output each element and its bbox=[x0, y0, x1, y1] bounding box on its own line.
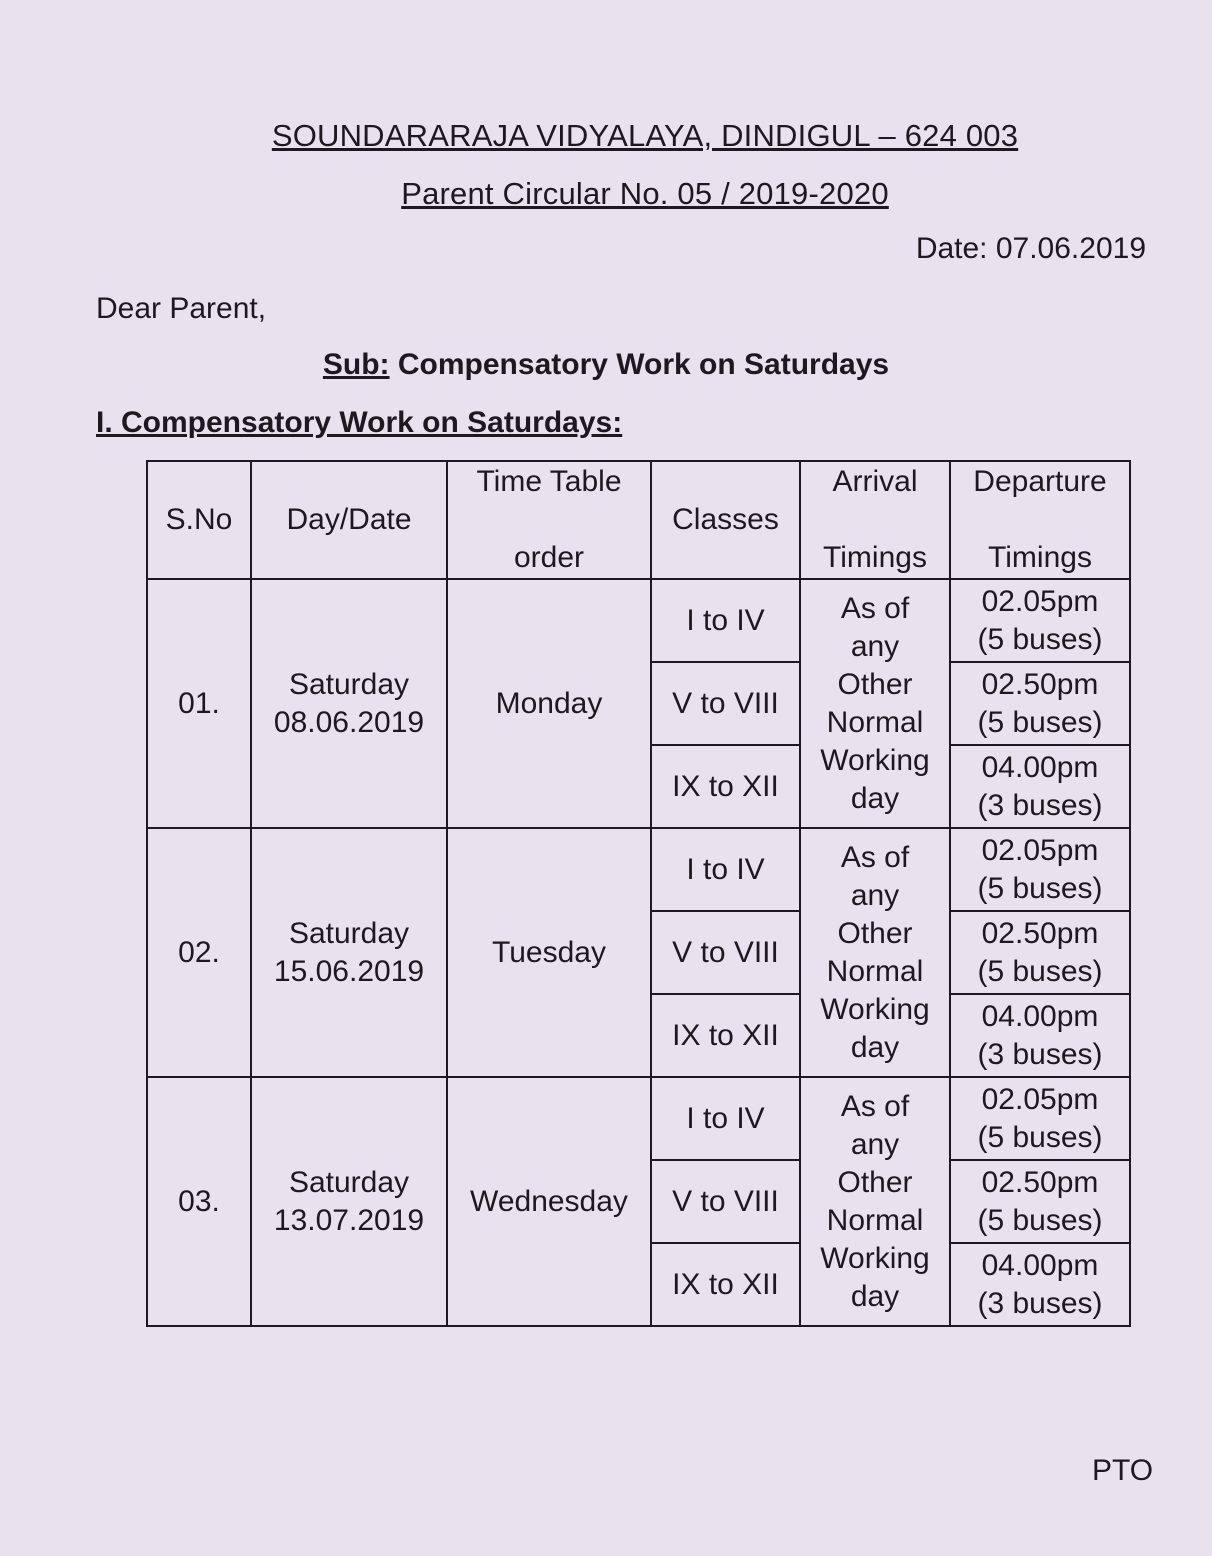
arrival-line: Working bbox=[820, 1241, 930, 1275]
greeting: Dear Parent, bbox=[96, 292, 267, 325]
cell-classes: V to VIII bbox=[651, 662, 800, 745]
header-arr-line2: Timings bbox=[823, 541, 927, 574]
departure-buses: (5 buses) bbox=[977, 1203, 1103, 1237]
arrival-line: As of bbox=[840, 1089, 910, 1123]
arrival-line: Working bbox=[820, 992, 930, 1026]
cell-sno: 03. bbox=[147, 1077, 251, 1326]
header-departure-timings bbox=[950, 461, 1130, 579]
header-sno: S.No bbox=[147, 461, 251, 579]
header-time-table-order bbox=[447, 461, 651, 579]
departure-buses: (3 buses) bbox=[977, 788, 1103, 822]
section-heading: I. Compensatory Work on Saturdays: bbox=[96, 406, 623, 439]
cell-classes: IX to XII bbox=[651, 1243, 800, 1326]
cell-departure-timings bbox=[950, 1243, 1130, 1326]
cell-classes: IX to XII bbox=[651, 745, 800, 828]
cell-day-date bbox=[251, 828, 447, 1077]
arrival-line: day bbox=[850, 781, 900, 815]
cell-departure-timings bbox=[950, 911, 1130, 994]
cell-departure-timings bbox=[950, 579, 1130, 662]
departure-buses: (5 buses) bbox=[977, 705, 1103, 739]
arrival-line: any bbox=[850, 629, 900, 663]
arrival-line: day bbox=[850, 1279, 900, 1313]
cell-arrival-timings bbox=[800, 579, 950, 828]
departure-time: 02.50pm bbox=[981, 916, 1099, 950]
subject-line bbox=[0, 348, 1212, 382]
cell-time-table-order: Tuesday bbox=[447, 828, 651, 1077]
cell-classes: V to VIII bbox=[651, 911, 800, 994]
schedule-table bbox=[146, 460, 1131, 1327]
cell-date: 08.06.2019 bbox=[273, 705, 425, 739]
table-header-row bbox=[147, 461, 1130, 579]
departure-buses: (5 buses) bbox=[977, 954, 1103, 988]
cell-date: 13.07.2019 bbox=[273, 1203, 425, 1237]
departure-time: 02.05pm bbox=[981, 584, 1099, 618]
cell-time-table-order: Monday bbox=[447, 579, 651, 828]
subject-prefix: Sub: bbox=[322, 348, 390, 381]
cell-departure-timings bbox=[950, 994, 1130, 1077]
cell-departure-timings bbox=[950, 1160, 1130, 1243]
cell-departure-timings bbox=[950, 828, 1130, 911]
arrival-line: any bbox=[850, 1127, 900, 1161]
table-row bbox=[147, 1077, 1130, 1160]
subject-text: Compensatory Work on Saturdays bbox=[389, 348, 890, 381]
header-dep-line1: Departure bbox=[973, 465, 1107, 498]
cell-time-table-order: Wednesday bbox=[447, 1077, 651, 1326]
table-body bbox=[147, 579, 1130, 1326]
departure-buses: (3 buses) bbox=[977, 1037, 1103, 1071]
departure-buses: (5 buses) bbox=[977, 871, 1103, 905]
header-tt-line1: Time Table bbox=[476, 465, 622, 498]
circular-number: Parent Circular No. 05 / 2019-2020 bbox=[401, 176, 889, 211]
cell-departure-timings bbox=[950, 1077, 1130, 1160]
cell-day: Saturday bbox=[288, 667, 410, 701]
table-row bbox=[147, 579, 1130, 662]
departure-buses: (3 buses) bbox=[977, 1286, 1103, 1320]
circular-date: Date: 07.06.2019 bbox=[915, 232, 1146, 265]
header-day-date: Day/Date bbox=[251, 461, 447, 579]
cell-departure-timings bbox=[950, 745, 1130, 828]
header-arrival-timings bbox=[800, 461, 950, 579]
cell-sno: 02. bbox=[147, 828, 251, 1077]
cell-day: Saturday bbox=[288, 1165, 410, 1199]
arrival-line: Normal bbox=[826, 705, 924, 739]
departure-time: 02.05pm bbox=[981, 833, 1099, 867]
departure-time: 02.50pm bbox=[981, 667, 1099, 701]
arrival-line: Other bbox=[837, 1165, 913, 1199]
header-arr-line1: Arrival bbox=[832, 465, 918, 498]
cell-date: 15.06.2019 bbox=[273, 954, 425, 988]
cell-arrival-timings bbox=[800, 1077, 950, 1326]
arrival-line: Working bbox=[820, 743, 930, 777]
cell-classes: I to IV bbox=[651, 1077, 800, 1160]
arrival-line: As of bbox=[840, 591, 910, 625]
departure-time: 02.50pm bbox=[981, 1165, 1099, 1199]
cell-sno: 01. bbox=[147, 579, 251, 828]
cell-arrival-timings bbox=[800, 828, 950, 1077]
departure-time: 02.05pm bbox=[981, 1082, 1099, 1116]
arrival-line: Other bbox=[837, 667, 913, 701]
arrival-line: day bbox=[850, 1030, 900, 1064]
arrival-line: As of bbox=[840, 840, 910, 874]
arrival-line: Normal bbox=[826, 1203, 924, 1237]
arrival-line: Other bbox=[837, 916, 913, 950]
arrival-line: any bbox=[850, 878, 900, 912]
header-dep-line2: Timings bbox=[988, 541, 1092, 574]
cell-day-date bbox=[251, 1077, 447, 1326]
cell-classes: I to IV bbox=[651, 828, 800, 911]
departure-time: 04.00pm bbox=[981, 750, 1099, 784]
header-classes: Classes bbox=[651, 461, 800, 579]
departure-buses: (5 buses) bbox=[977, 622, 1103, 656]
arrival-line: Normal bbox=[826, 954, 924, 988]
cell-day-date bbox=[251, 579, 447, 828]
school-name-heading: SOUNDARARAJA VIDYALAYA, DINDIGUL – 624 003 bbox=[271, 118, 1019, 153]
departure-time: 04.00pm bbox=[981, 1248, 1099, 1282]
header-tt-line2: order bbox=[513, 541, 585, 574]
cell-classes: IX to XII bbox=[651, 994, 800, 1077]
cell-day: Saturday bbox=[288, 916, 410, 950]
table-row bbox=[147, 828, 1130, 911]
pto-label: PTO bbox=[1092, 1454, 1154, 1487]
cell-classes: V to VIII bbox=[651, 1160, 800, 1243]
cell-departure-timings bbox=[950, 662, 1130, 745]
departure-time: 04.00pm bbox=[981, 999, 1099, 1033]
departure-buses: (5 buses) bbox=[977, 1120, 1103, 1154]
cell-classes: I to IV bbox=[651, 579, 800, 662]
